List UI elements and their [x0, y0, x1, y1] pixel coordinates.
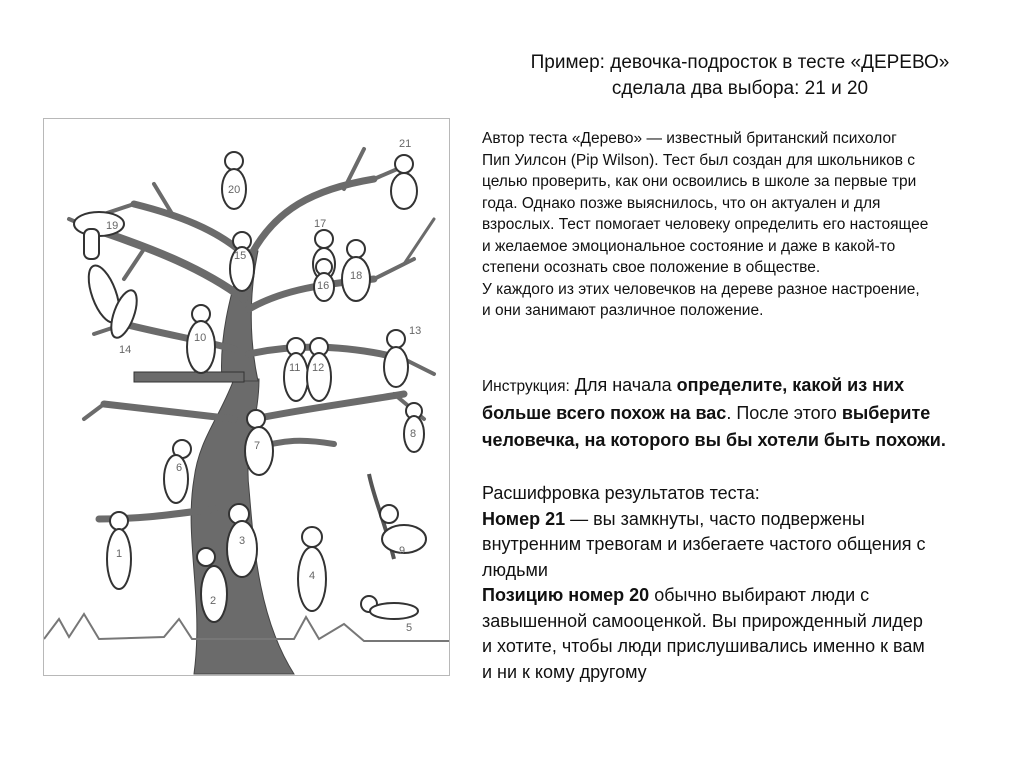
label-9: 9 — [399, 545, 406, 557]
result-20-label: Позицию номер 20 — [482, 585, 650, 605]
instruction-emphasis: определите, какой из них — [676, 375, 905, 395]
label-7: 7 — [254, 440, 261, 452]
label-16: 16 — [317, 280, 330, 292]
intro-line: и они занимают различное положение. — [482, 302, 764, 319]
intro-line: степени осознать свое положение в обществе. — [482, 259, 821, 276]
label-13: 13 — [409, 325, 422, 337]
result-21-line-3: людьми — [482, 559, 548, 580]
instruction-line-1 — [482, 372, 1007, 400]
label-18: 18 — [350, 270, 363, 282]
title-line-1: Пример: девочка-подросток в тесте «ДЕРЕВО» — [530, 52, 950, 73]
result-20-text: обычно выбирают люди с — [649, 585, 870, 605]
label-8: 8 — [410, 428, 417, 440]
instruction-emphasis: человечка, на которого вы бы хотели быть похожи. — [482, 430, 946, 450]
result-20-line-1 — [482, 583, 1007, 609]
instruction-text: . После этого — [726, 403, 842, 423]
label-4: 4 — [309, 570, 316, 582]
test-description — [482, 128, 1007, 322]
intro-line: взрослых. Тест помогает человеку определить его настоящее — [482, 216, 929, 233]
result-21-text: — вы замкнуты, часто подвержены — [565, 508, 865, 529]
result-20-line-3: и хотите, чтобы люди прислушивались именно к вам — [482, 636, 925, 656]
result-21-line-2: внутренним тревогам и избегаете частого общения с — [482, 534, 926, 554]
decoding-heading: Расшифровка результатов теста: — [482, 483, 760, 503]
label-11: 11 — [289, 362, 301, 374]
intro-line: целью проверить, как они освоились в школе за первые три — [482, 173, 917, 190]
figure-21 — [391, 155, 417, 209]
result-20-line-2: завышенной самооценкой. Вы прирожденный лидер — [482, 610, 923, 631]
intro-line: Автор теста «Дерево» — известный британский психолог — [482, 130, 897, 147]
instruction-emphasis: больше всего похож на вас — [482, 403, 727, 423]
figure-4 — [298, 527, 326, 611]
figure-13 — [384, 330, 408, 387]
result-21-line-1 — [482, 507, 1007, 533]
label-10: 10 — [194, 332, 207, 344]
instruction-emphasis: выберите — [841, 403, 931, 423]
label-2: 2 — [210, 595, 217, 607]
title-line-2: сделала два выбора: 21 и 20 — [611, 78, 869, 99]
result-21-label: Номер 21 — [482, 508, 566, 529]
figure-20 — [222, 152, 246, 209]
label-12: 12 — [312, 362, 325, 374]
intro-line: Пип Уилсон (Pip Wilson). Тест был создан для школьников с — [482, 151, 915, 169]
intro-line: года. Однако позже выяснилось, что он актуален и для — [482, 194, 881, 212]
instruction-text: Для начала — [569, 375, 677, 395]
label-14: 14 — [119, 344, 132, 356]
results-decoding — [482, 481, 1007, 685]
slide-title — [470, 50, 1010, 102]
figure-5 — [361, 596, 418, 619]
intro-line: У каждого из этих человечков на дереве разное настроение, — [482, 280, 920, 298]
label-21: 21 — [399, 138, 412, 150]
label-17: 17 — [314, 218, 327, 230]
instruction-line-3 — [482, 427, 1007, 454]
intro-line: и желаемое эмоциональное состояние и даже в какой-то — [482, 237, 896, 255]
label-15: 15 — [234, 250, 247, 262]
instruction-line-2 — [482, 400, 1007, 427]
wooden-platform — [134, 372, 244, 382]
label-3: 3 — [239, 535, 246, 547]
label-20: 20 — [228, 184, 241, 196]
label-6: 6 — [176, 462, 183, 474]
tree-drawing — [44, 119, 449, 675]
instruction-block — [482, 372, 1007, 454]
tree-test-illustration — [43, 118, 450, 676]
instruction-label: Инструкция: — [482, 378, 570, 395]
label-5: 5 — [406, 622, 413, 634]
label-19: 19 — [106, 220, 119, 232]
result-20-line-4: и ни к кому другому — [482, 661, 647, 682]
label-1: 1 — [116, 548, 123, 560]
